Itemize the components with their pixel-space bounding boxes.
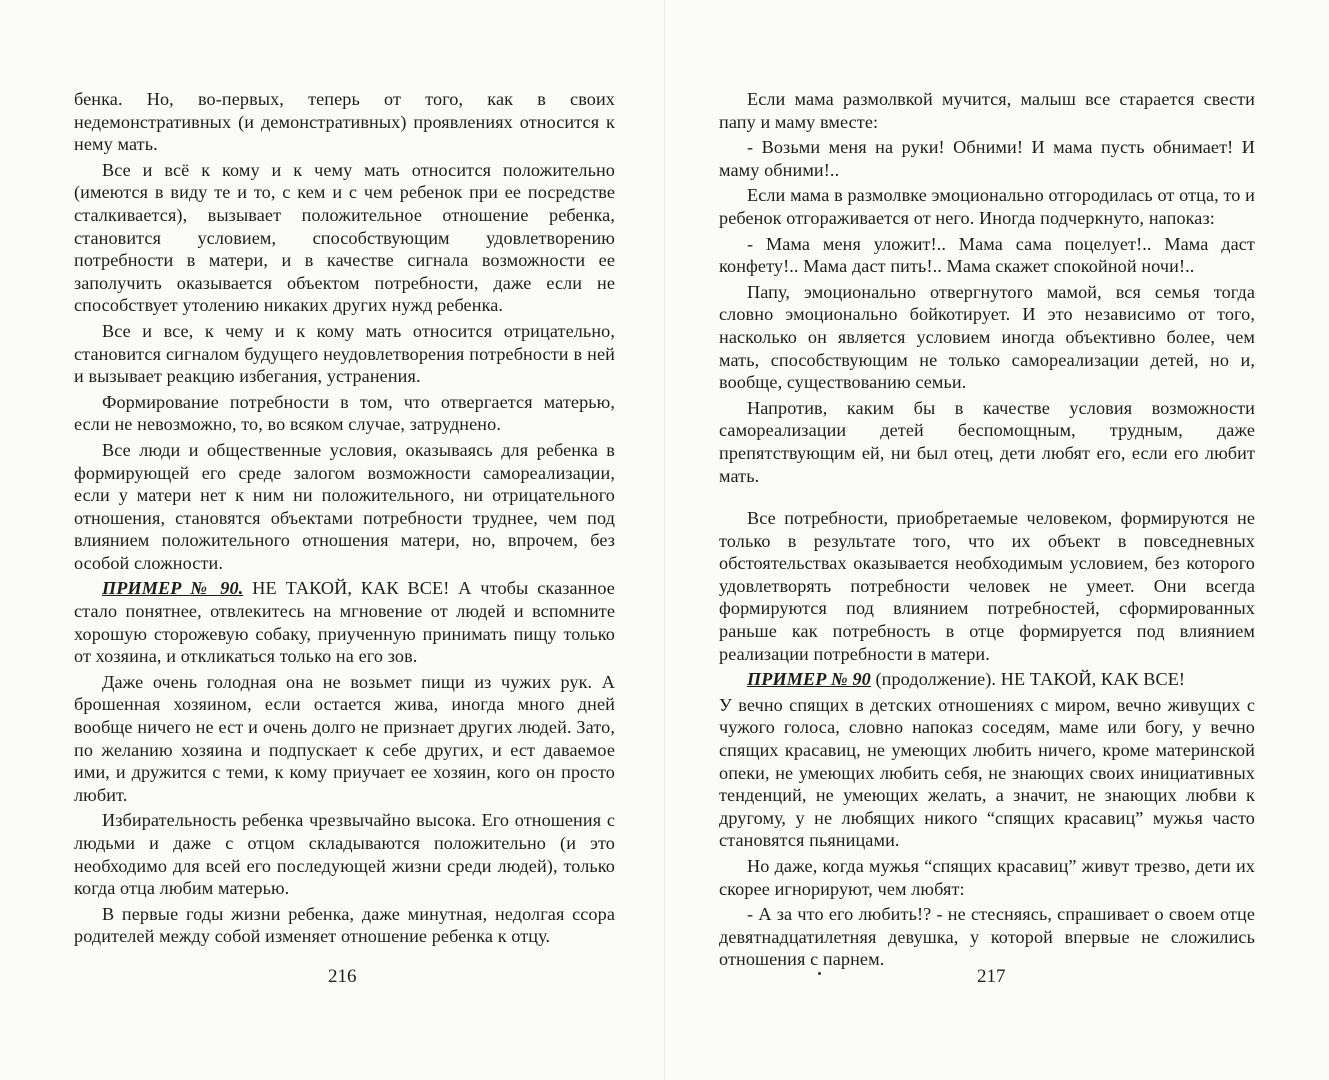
right-paragraph-1: Если мама размолвкой мучится, малыш все старается свести папу и маму вместе: <box>719 89 1255 132</box>
right-example-title: (продолжение). НЕ ТАКОЙ, КАК ВСЕ! <box>870 669 1186 690</box>
left-paragraph-8: В первые годы жизни ребенка, даже минутная, недолгая ссора родителей между собой изменяет отношение ребенка к отцу. <box>74 903 615 947</box>
left-paragraph-1: бенка. Но, во-первых, теперь от того, как в своих недемонстративных (и демонстративных) проявлениях относится к нему мать. <box>74 89 615 155</box>
left-paragraph-5: Все люди и общественные условия, оказываясь для ребенка в формирующей его среде залогом возможности самореализации, если у матери нет к ним ни положительного, ни отрицательного отношения, становятся объектами потребности труднее, чем под влиянием положительного отношения матери, но, впрочем, без особой сложности. <box>74 439 615 573</box>
print-speck <box>818 972 821 975</box>
right-example-text: У вечно спящих в детских отношениях с миром, вечно живущих с чужого голоса, словно напоказ соседям, маме или богу, у вечно спящих красавиц, не умеющих любить ничего, кроме материнской опеки, не умеющих любить себя, не знающих своих инициативных тенденций, не умеющих желать, а значит, не знающих любви к другому, у не любящих никого “спящих красавиц” мужья часто становятся пьяницами. <box>719 694 1255 851</box>
right-paragraph-2: Если мама в размолвке эмоционально отгородилась от отца, то и ребенок отгораживается от него. Иногда подчеркнуто, напоказ: <box>719 185 1255 228</box>
left-paragraph-3: Все и все, к чему и к кому мать относится отрицательно, становится сигналом будущего неудовлетворения потребности в ней и вызывает реакцию избегания, устранения. <box>74 320 615 387</box>
right-paragraph-4: Напротив, каким бы в качестве условия возможности самореализации детей беспомощным, трудным, даже препятствующим ей, ни был отец, дети любят его, если его любит мать. <box>719 397 1255 486</box>
right-page <box>719 88 1255 974</box>
right-example-heading-line <box>719 668 1255 691</box>
left-example-title: НЕ ТАКОЙ, КАК ВСЕ! <box>243 578 450 599</box>
right-dialog-1: - Возьми меня на руки! Обними! И мама пусть обнимает! И маму обними!.. <box>719 137 1255 180</box>
left-page-number: 216 <box>328 966 357 987</box>
left-page <box>74 88 615 951</box>
right-example-heading: ПРИМЕР № 90 <box>747 669 871 690</box>
right-paragraph-3: Папу, эмоционально отвергнутого мамой, вся семья тогда словно эмоционально бойкотирует. И это независимо от того, насколько он является условием иногда объективно более, чем мать, способствующим не только самореализации детей, но и, вообще, существованию семьи. <box>719 281 1255 393</box>
right-paragraph-5: Все потребности, приобретаемые человеком, формируются не только в результате того, что их объект в повседневных обстоятельствах оказывается необходимым условием, без которого удовлетворять потребности человек не умеет. Они всегда формируются под влиянием потребностей, сформированных раньше как потребность в отце формируется под влиянием реализации потребности в матери. <box>719 508 1255 664</box>
left-paragraph-6: Даже очень голодная она не возьмет пищи из чужих рук. А брошенная хозяином, если остается жива, иногда много дней вообще ничего не ест и очень долго не признает других людей. Зато, по желанию хозяина и подпускает к себе других, и ест даваемое ими, и дружится с теми, к кому приучает ее хозяин, кого он просто любит. <box>74 671 615 805</box>
left-example-text: А чтобы сказанное стало понятнее, отвлекитесь на мгновение от людей и вспомните хорошую сторожевую собаку, приученную принимать пищу только от хозяина, и откликаться только на его зов. <box>74 578 615 667</box>
left-example-paragraph <box>74 577 615 667</box>
right-dialog-3: - А за что его любить!? - не стесняясь, спрашивает о своем отце девятнадцатилетняя девушка, у которой впервые не сложились отношения с парнем. <box>719 904 1255 970</box>
left-example-heading: ПРИМЕР № 90. <box>102 578 244 599</box>
right-paragraph-6: Но даже, когда мужья “спящих красавиц” живут трезво, дети их скорее игнорируют, чем любят: <box>719 856 1255 899</box>
left-paragraph-4: Формирование потребности в том, что отвергается матерью, если не невозможно, то, во всяком случае, затруднено. <box>74 391 615 435</box>
right-page-number: 217 <box>977 966 1006 987</box>
book-gutter <box>664 0 665 1080</box>
right-dialog-2: - Мама меня уложит!.. Мама сама поцелует!.. Мама даст конфету!.. Мама даст пить!.. Мама скажет спокойной ночи!.. <box>719 233 1255 277</box>
left-paragraph-2: Все и всё к кому и к чему мать относится положительно (имеются в виду те и то, с кем и с чем ребенок при ее посредстве сталкивается), вызывает положительное отношение ребенка, становится условием, способствующим удовлетворению потребности в матери, и в качестве сигнала возможности ее заполучить оказывается объектом потребности, даже если не способствует утолению никаких других нужд ребенка. <box>74 159 615 316</box>
left-paragraph-7: Избирательность ребенка чрезвычайно высока. Его отношения с людьми и даже с отцом складываются положительно (и это необходимо для всей его последующей жизни среди людей), только когда отца любим матерью. <box>74 810 615 899</box>
